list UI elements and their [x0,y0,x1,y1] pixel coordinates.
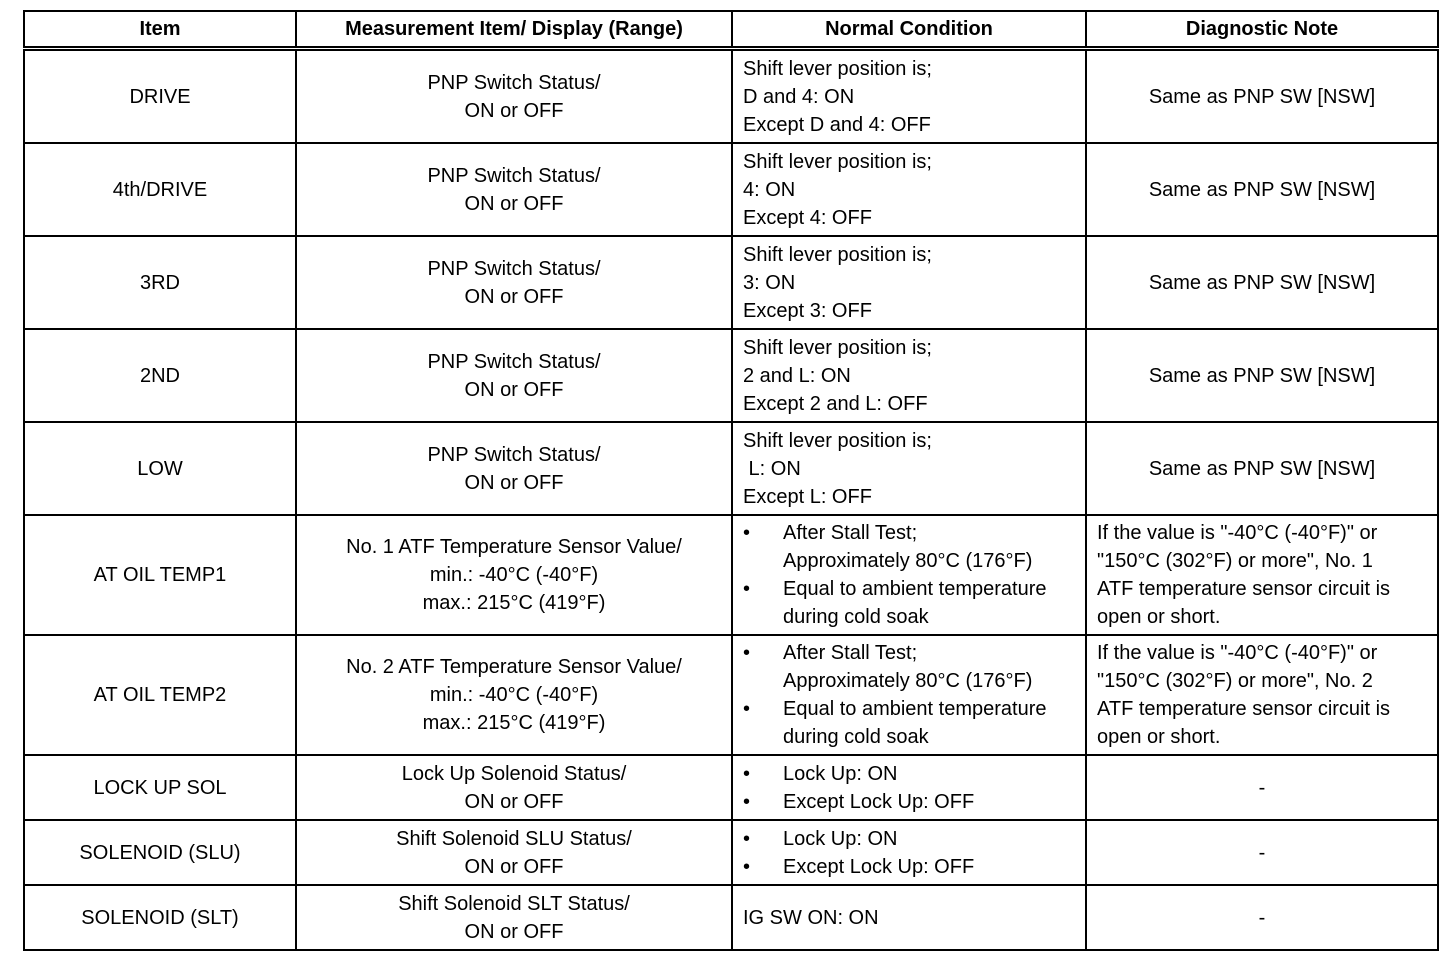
condition-line: Except D and 4: OFF [743,113,931,136]
diagnostic-note-cell: Same as PNP SW [NSW] [1086,236,1438,329]
item-cell: AT OIL TEMP1 [24,515,296,635]
bullet-item [743,695,1079,751]
measurement-line: Shift Solenoid SLT Status/ [398,892,630,915]
note-line: open or short. [1097,606,1221,628]
bullet-item [743,760,1079,788]
normal-condition-cell [732,755,1086,820]
item-cell: 4th/DRIVE [24,143,296,236]
data-list-table [23,10,1439,951]
condition-line: Except 2 and L: OFF [743,392,928,415]
measurement-line: ON or OFF [464,790,564,813]
table-row [24,515,1438,635]
condition-line: After Stall Test; [783,642,918,664]
table-row [24,885,1438,950]
diagnostic-note-cell: - [1086,755,1438,820]
condition-line: Approximately 80°C (176°F) [783,670,1033,692]
measurement-line: Shift Solenoid SLU Status/ [396,827,632,850]
bullet-item [743,788,1079,816]
header-measurement: Measurement Item/ Display (Range) [296,11,732,49]
table-row [24,755,1438,820]
table-row [24,820,1438,885]
condition-line: during cold soak [783,606,929,628]
bullet-icon: • [743,762,751,785]
measurement-cell [296,329,732,422]
measurement-line: ON or OFF [464,192,564,215]
item-cell: AT OIL TEMP2 [24,635,296,755]
measurement-line: ON or OFF [464,99,564,122]
diagnostic-note-cell: Same as PNP SW [NSW] [1086,329,1438,422]
diagnostic-note-cell [1086,635,1438,755]
normal-condition-cell [732,885,1086,950]
diagnostic-note-cell: Same as PNP SW [NSW] [1086,49,1438,144]
note-line: ATF temperature sensor circuit is [1097,698,1391,720]
normal-condition-cell [732,143,1086,236]
condition-line: Except 3: OFF [743,299,872,322]
normal-condition-cell [732,329,1086,422]
measurement-line: PNP Switch Status/ [427,443,601,466]
measurement-line: ON or OFF [464,285,564,308]
item-cell: 2ND [24,329,296,422]
note-line: "150°C (302°F) or more", No. 1 [1097,550,1373,572]
diagnostic-note-cell: Same as PNP SW [NSW] [1086,143,1438,236]
condition-line: Except L: OFF [743,485,872,508]
measurement-line: ON or OFF [464,471,564,494]
measurement-line: ON or OFF [464,920,564,943]
item-cell: SOLENOID (SLT) [24,885,296,950]
diagnostic-note-cell: Same as PNP SW [NSW] [1086,422,1438,515]
normal-condition-cell [732,820,1086,885]
bullet-icon: • [743,790,751,813]
measurement-line: ON or OFF [464,855,564,878]
condition-line: 2 and L: ON [743,364,851,387]
measurement-line: PNP Switch Status/ [427,71,601,94]
table-row [24,143,1438,236]
measurement-cell [296,820,732,885]
table-row [24,635,1438,755]
item-cell: LOCK UP SOL [24,755,296,820]
diagnostic-note-cell [1086,515,1438,635]
condition-line: Equal to ambient temperature [783,578,1047,600]
measurement-cell [296,885,732,950]
measurement-line: Lock Up Solenoid Status/ [401,762,627,785]
diagnostic-note-cell: - [1086,885,1438,950]
condition-line: D and 4: ON [743,85,855,108]
note-line: If the value is "-40°C (-40°F)" or [1097,642,1378,664]
condition-line: Approximately 80°C (176°F) [783,550,1033,572]
bullet-item [743,853,1079,881]
measurement-cell [296,635,732,755]
condition-line: Except Lock Up: OFF [783,790,975,813]
measurement-line: PNP Switch Status/ [427,350,601,373]
header-item: Item [24,11,296,49]
condition-line: during cold soak [783,726,929,748]
condition-line: Shift lever position is; [743,57,932,80]
condition-line: Lock Up: ON [783,762,898,785]
normal-condition-cell [732,422,1086,515]
bullet-icon: • [743,855,751,878]
measurement-cell [296,143,732,236]
header-diagnostic-note: Diagnostic Note [1086,11,1438,49]
condition-line: Shift lever position is; [743,429,932,452]
bullet-item [743,825,1079,853]
item-cell: DRIVE [24,49,296,144]
measurement-cell [296,236,732,329]
table-row [24,49,1438,144]
measurement-line: min.: -40°C (-40°F) [429,564,599,586]
condition-line: Equal to ambient temperature [783,698,1047,720]
header-normal-condition: Normal Condition [732,11,1086,49]
bullet-icon: • [743,827,751,850]
measurement-line: PNP Switch Status/ [427,164,601,187]
table-row [24,329,1438,422]
bullet-icon: • [743,642,751,664]
measurement-cell [296,755,732,820]
condition-line: 4: ON [743,178,796,201]
measurement-line: max.: 215°C (419°F) [422,592,606,614]
table-row [24,422,1438,515]
measurement-line: No. 2 ATF Temperature Sensor Value/ [346,656,682,678]
note-line: "150°C (302°F) or more", No. 2 [1097,670,1373,692]
normal-condition-cell [732,49,1086,144]
bullet-icon: • [743,578,751,600]
condition-line: Shift lever position is; [743,243,932,266]
measurement-line: max.: 215°C (419°F) [422,712,606,734]
measurement-cell [296,422,732,515]
condition-line: Except 4: OFF [743,206,872,229]
condition-line: Except Lock Up: OFF [783,855,975,878]
condition-line: Shift lever position is; [743,336,932,359]
condition-line: 3: ON [743,271,796,294]
note-line: If the value is "-40°C (-40°F)" or [1097,522,1378,544]
measurement-cell [296,515,732,635]
bullet-icon: • [743,522,751,544]
condition-line: L: ON [743,457,801,480]
header-row [24,11,1438,49]
condition-line: After Stall Test; [783,522,918,544]
condition-line: IG SW ON: ON [743,906,879,929]
diagnostic-note-cell: - [1086,820,1438,885]
measurement-line: ON or OFF [464,378,564,401]
item-cell: SOLENOID (SLU) [24,820,296,885]
measurement-cell [296,49,732,144]
item-cell: LOW [24,422,296,515]
table-row [24,236,1438,329]
normal-condition-cell [732,236,1086,329]
measurement-line: min.: -40°C (-40°F) [429,684,599,706]
normal-condition-cell [732,635,1086,755]
item-cell: 3RD [24,236,296,329]
bullet-item [743,639,1079,695]
normal-condition-cell [732,515,1086,635]
condition-line: Lock Up: ON [783,827,898,850]
condition-line: Shift lever position is; [743,150,932,173]
bullet-item [743,519,1079,575]
bullet-icon: • [743,698,751,720]
note-line: ATF temperature sensor circuit is [1097,578,1391,600]
bullet-item [743,575,1079,631]
measurement-line: PNP Switch Status/ [427,257,601,280]
measurement-line: No. 1 ATF Temperature Sensor Value/ [346,536,682,558]
note-line: open or short. [1097,726,1221,748]
